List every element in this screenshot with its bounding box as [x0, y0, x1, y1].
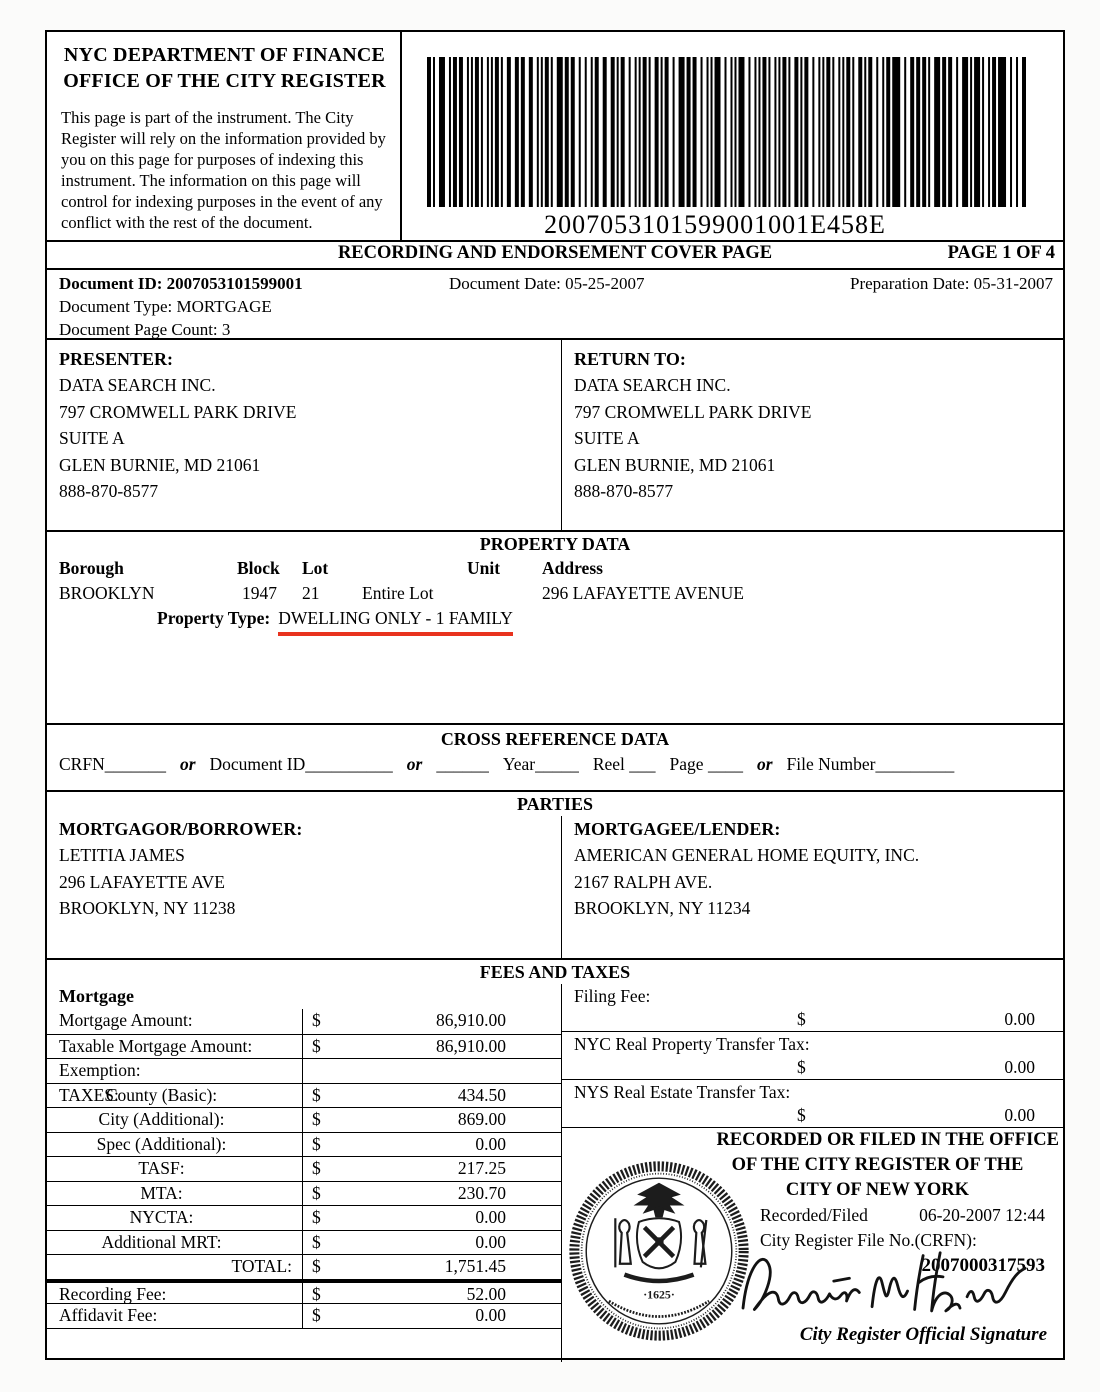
fee-row: NYCTA: $ 0.00 — [47, 1205, 561, 1230]
fee-row-total: TOTAL: $ 1,751.45 — [47, 1254, 561, 1279]
fee-row: Recording Fee: $ 52.00 — [47, 1279, 561, 1304]
return-to-line: SUITE A — [574, 428, 640, 448]
cross-reference-section — [47, 725, 1063, 792]
cross-reference-heading: CROSS REFERENCE DATA — [440, 729, 670, 749]
recorded-line1: RECORDED OR FILED IN THE OFFICE — [716, 1130, 1059, 1150]
return-to-line: DATA SEARCH INC. — [574, 375, 731, 395]
recorded-filed-label: Recorded/Filed — [760, 1205, 868, 1225]
block-value: 1947 — [242, 583, 277, 603]
nyc-rptt-amount: $ 0.00 — [562, 1056, 1063, 1080]
title-bar — [47, 242, 1063, 270]
return-to-box — [562, 340, 1063, 530]
mortgagor-line: 296 LAFAYETTE AVE — [59, 871, 225, 892]
fee-row: MTA: $ 230.70 — [47, 1181, 561, 1206]
fee-row: City (Additional): $ 869.00 — [47, 1107, 561, 1132]
mortgagee-box — [562, 816, 1063, 960]
document-id: Document ID: 2007053101599001 — [59, 274, 303, 293]
cross-reference-blanks: CRFN_______ or Document ID__________ or ______ Year_____ Reel ___ Page ____ or File Number_________ — [59, 754, 955, 774]
year-blank: Year_____ — [502, 754, 579, 774]
nys-rett-label: NYS Real Estate Transfer Tax: — [574, 1082, 791, 1102]
fee-row: TAXES: County (Basic): $ 434.50 — [47, 1083, 561, 1108]
property-data-section — [47, 532, 1063, 725]
mortgagee-heading: MORTGAGEE/LENDER: — [574, 819, 781, 839]
address-value: 296 LAFAYETTE AVENUE — [542, 583, 744, 603]
property-data-heading: PROPERTY DATA — [479, 534, 631, 554]
presenter-box — [47, 340, 562, 530]
col-address: Address — [542, 558, 603, 578]
recorded-filed-datetime: 06-20-2007 12:44 — [919, 1205, 1045, 1225]
col-block: Block — [237, 558, 280, 578]
mortgagee-line: AMERICAN GENERAL HOME EQUITY, INC. — [574, 845, 920, 865]
crfn-label: City Register File No.(CRFN): — [760, 1230, 977, 1250]
fee-row: Mortgage Amount: $ 86,910.00 — [47, 1009, 561, 1034]
filing-fee-amount: $ 0.00 — [562, 1008, 1063, 1032]
barcode-area — [402, 32, 1063, 240]
presenter-line: 797 CROMWELL PARK DRIVE — [59, 401, 297, 422]
nyc-rptt-label: NYC Real Property Transfer Tax: — [574, 1034, 810, 1054]
agency-line2: OFFICE OF THE CITY REGISTER — [63, 70, 386, 92]
fees-left-column — [47, 984, 562, 1362]
mortgagor-line: LETITIA JAMES — [59, 845, 185, 865]
lot-value: 21 — [302, 583, 320, 603]
fees-taxes-section — [47, 960, 1063, 1362]
borough-value: BROOKLYN — [59, 583, 155, 603]
barcode-number: 2007053101599001001E458E — [544, 210, 886, 239]
recorded-line2: OF THE CITY REGISTER OF THE — [731, 1155, 1024, 1175]
page-blank: Page ____ — [669, 754, 743, 774]
crfn-blank: CRFN_______ — [59, 754, 166, 774]
docid-blank: Document ID__________ — [209, 754, 393, 774]
signature-caption: City Register Official Signature — [799, 1324, 1047, 1345]
agency-box — [47, 32, 402, 240]
lot-extent-value: Entire Lot — [362, 583, 434, 603]
presenter-line: GLEN BURNIE, MD 21061 — [59, 454, 261, 475]
recorded-filed-box — [562, 1128, 1063, 1360]
return-to-heading: RETURN TO: — [574, 349, 686, 369]
mortgagee-line: BROOKLYN, NY 11234 — [574, 898, 751, 918]
mortgagee-line: 2167 RALPH AVE. — [574, 871, 713, 892]
header-section — [47, 32, 1063, 242]
agency-line1: NYC DEPARTMENT OF FINANCE — [63, 44, 386, 66]
property-type-label: Property Type: — [157, 608, 271, 628]
fee-row: Affidavit Fee: $ 0.00 — [47, 1303, 561, 1328]
mortgage-subheading: Mortgage — [59, 986, 134, 1006]
reel-blank: Reel ___ — [592, 754, 656, 774]
svg-text:·1625·: ·1625· — [643, 1287, 675, 1302]
document-page-count: Document Page Count: 3 — [59, 320, 231, 339]
page-title: RECORDING AND ENDORSEMENT COVER PAGE — [337, 243, 773, 263]
col-unit: Unit — [467, 558, 501, 578]
presenter-heading: PRESENTER: — [59, 349, 174, 369]
property-type-value: DWELLING ONLY - 1 FAMILY — [278, 608, 513, 636]
fees-right-column — [562, 984, 1063, 1362]
agency-title — [61, 42, 388, 94]
mortgagor-line: BROOKLYN, NY 11238 — [59, 898, 236, 918]
nyc-seal — [568, 1160, 750, 1342]
barcode — [427, 57, 1028, 207]
presenter-line: 888-870-8577 — [59, 481, 159, 501]
indexing-notice: This page is part of the instrument. The City Register will rely on the information provided by you on this page for purposes of indexing this instrument. The information on this page will control for indexing purposes in the event of any conflict with the rest of the document. — [61, 108, 386, 232]
file-number-blank: File Number_________ — [786, 754, 955, 774]
mortgagor-heading: MORTGAGOR/BORROWER: — [59, 819, 303, 839]
document-info-section — [47, 270, 1063, 340]
fee-row: Exemption: — [47, 1058, 561, 1083]
col-lot: Lot — [302, 558, 329, 578]
recorded-line3: CITY OF NEW YORK — [785, 1180, 970, 1200]
filing-fee-label: Filing Fee: — [574, 986, 651, 1006]
fee-row: TASF: $ 217.25 — [47, 1156, 561, 1181]
presenter-line: DATA SEARCH INC. — [59, 375, 216, 395]
fee-row: Additional MRT: $ 0.00 — [47, 1230, 561, 1255]
document-type: Document Type: MORTGAGE — [59, 297, 272, 316]
fees-taxes-heading: FEES AND TAXES — [479, 962, 631, 982]
return-to-line: 888-870-8577 — [574, 481, 674, 501]
col-borough: Borough — [59, 558, 124, 578]
presenter-return-section — [47, 340, 1063, 532]
nys-rett-amount: $ 0.00 — [562, 1104, 1063, 1128]
cover-page-document — [45, 30, 1065, 1360]
document-date: Document Date: 05-25-2007 — [449, 274, 645, 293]
page-number-label: PAGE 1 OF 4 — [947, 243, 1055, 263]
crfn-value: 2007000317593 — [921, 1255, 1045, 1276]
return-to-line: GLEN BURNIE, MD 21061 — [574, 454, 776, 475]
parties-heading: PARTIES — [516, 794, 594, 814]
presenter-line: SUITE A — [59, 428, 125, 448]
fee-row: Spec (Additional): $ 0.00 — [47, 1132, 561, 1157]
preparation-date: Preparation Date: 05-31-2007 — [850, 274, 1053, 293]
fee-row: Taxable Mortgage Amount: $ 86,910.00 — [47, 1034, 561, 1059]
parties-section — [47, 792, 1063, 960]
official-signature — [732, 1240, 1032, 1318]
mortgagor-box — [47, 816, 562, 960]
return-to-line: 797 CROMWELL PARK DRIVE — [574, 401, 812, 422]
